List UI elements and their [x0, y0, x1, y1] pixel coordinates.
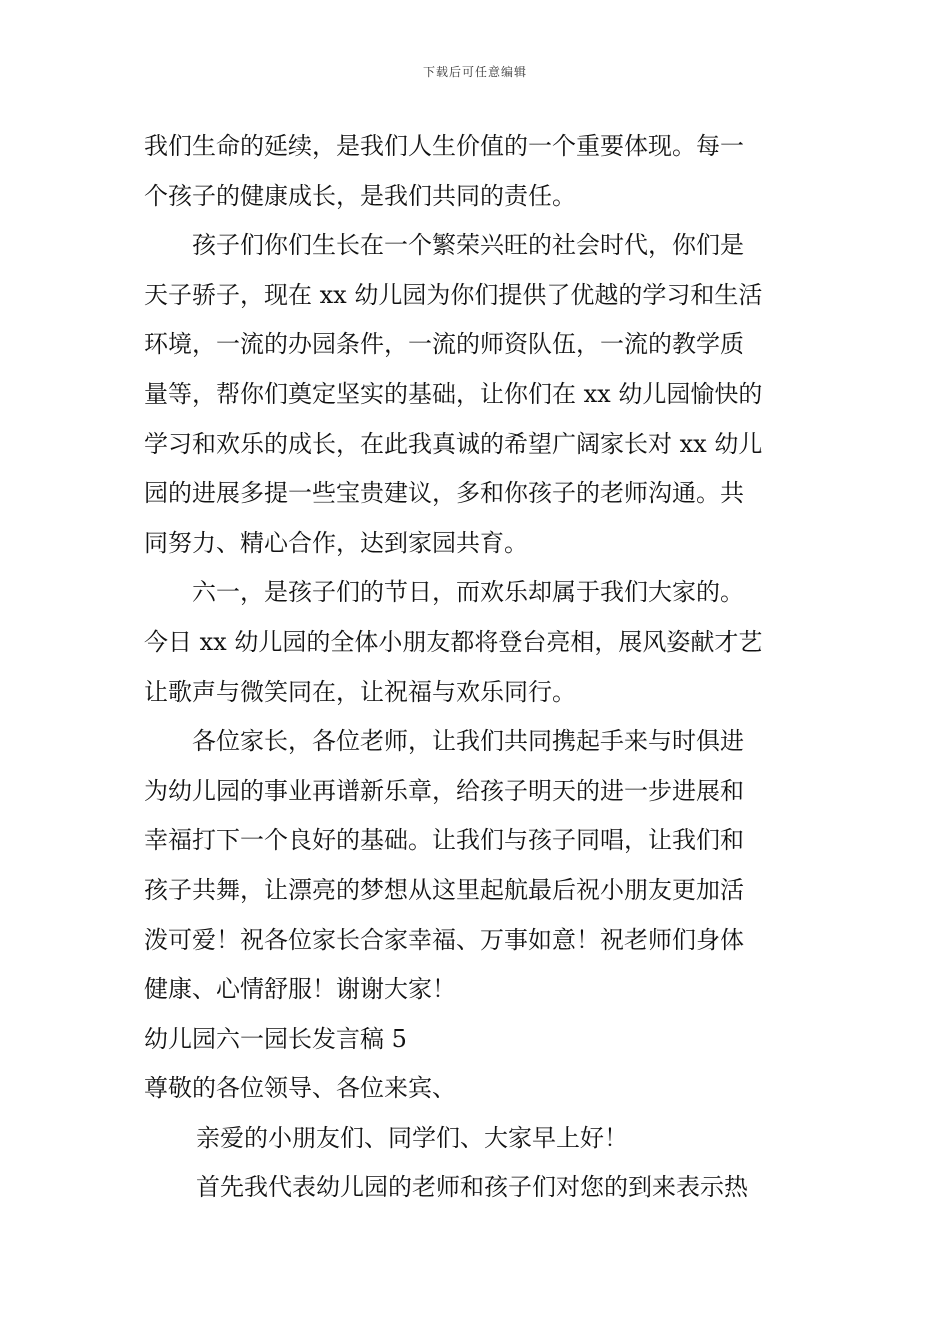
text-line: 健康、心情舒服！谢谢大家！ — [144, 975, 456, 1004]
text-line: 我们生命的延续，是我们人生价值的一个重要体现。每一 — [144, 132, 744, 160]
text-line: 幸福打下一个良好的基础。让我们与孩子同唱，让我们和 — [144, 826, 744, 855]
text-line: 为幼儿园的事业再谱新乐章，给孩子明天的进一步进展和 — [144, 776, 744, 805]
text-line: 天子骄子，现在 xx 幼儿园为你们提供了优越的学习和生活 — [144, 280, 763, 309]
text-line: 首先我代表幼儿园的老师和孩子们对您的到来表示热 — [196, 1173, 748, 1202]
text-line: 孩子们你们生长在一个繁荣兴旺的社会时代，你们是 — [192, 231, 744, 260]
text-line: 六一，是孩子们的节日，而欢乐却属于我们大家的。 — [192, 578, 744, 607]
text-line: 亲爱的小朋友们、同学们、大家早上好！ — [196, 1123, 628, 1152]
text-line: 园的进展多提一些宝贵建议，多和你孩子的老师沟通。共 — [144, 479, 744, 508]
text-line: 今日 xx 幼儿园的全体小朋友都将登台亮相，展风姿献才艺 — [144, 627, 763, 656]
text-line: 各位家长，各位老师，让我们共同携起手来与时俱进 — [192, 727, 744, 756]
text-line: 同努力、精心合作，达到家园共育。 — [144, 528, 528, 557]
section-heading: 幼儿园六一园长发言稿 5 — [144, 1024, 407, 1053]
page-header: 下载后可任意编辑 — [422, 65, 527, 79]
text-line: 环境，一流的办园条件，一流的师资队伍，一流的教学质 — [144, 330, 744, 359]
text-line: 个孩子的健康成长，是我们共同的责任。 — [144, 181, 576, 210]
text-line: 让歌声与微笑同在，让祝福与欢乐同行。 — [144, 677, 576, 706]
text-line: 学习和欢乐的成长，在此我真诚的希望广阔家长对 xx 幼儿 — [144, 429, 763, 458]
text-line: 泼可爱！祝各位家长合家幸福、万事如意！祝老师们身体 — [144, 925, 744, 954]
document-body — [144, 126, 808, 1217]
text-line: 尊敬的各位领导、各位来宾、 — [144, 1074, 456, 1103]
text-line: 孩子共舞，让漂亮的梦想从这里起航最后祝小朋友更加活 — [144, 875, 744, 904]
text-line: 量等，帮你们奠定坚实的基础，让你们在 xx 幼儿园愉快的 — [144, 379, 763, 408]
